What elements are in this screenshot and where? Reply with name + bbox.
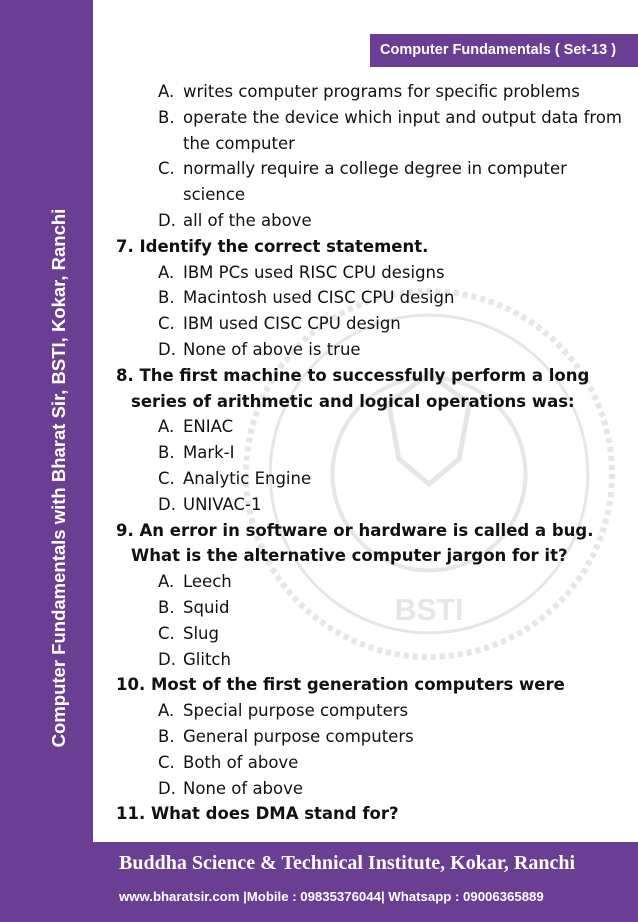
q6-option-a: A. writes computer programs for specific problems: [158, 82, 580, 101]
set-badge: Computer Fundamentals ( Set-13 ): [370, 34, 638, 67]
q7-option-a: A. IBM PCs used RISC CPU designs: [158, 262, 445, 282]
q9-option-d: D. Glitch: [158, 649, 231, 669]
q9-question: 9. An error in software or hardware is called a bug. What is the alternative computer jargon for it?: [116, 520, 594, 566]
q9-option-b: B. Squid: [158, 597, 230, 617]
q7-option-c: C. IBM used CISC CPU design: [158, 314, 401, 334]
q9-option-a: A. Leech: [158, 572, 232, 592]
q8-option-d: D. UNIVAC-1: [158, 494, 262, 514]
question-content: [116, 79, 626, 827]
q6-option-c: C. normally require a college degree in computer science: [158, 159, 567, 205]
watermark-label: BSTI: [394, 593, 464, 627]
q10-option-b: B. General purpose computers: [158, 726, 414, 746]
q7-question: 7. Identify the correct statement.: [116, 236, 429, 256]
contact-line: www.bharatsir.com |Mobile : 09835376044| Whatsapp : 09006365889: [119, 889, 544, 904]
q10-question: 10. Most of the first generation computers were: [116, 675, 565, 695]
q10-option-c: C. Both of above: [158, 752, 299, 772]
q8-option-b: B. Mark-I: [158, 443, 235, 463]
q6-option-b: B. operate the device which input and output data from the computer: [158, 107, 623, 153]
q11-question: 11. What does DMA stand for?: [116, 804, 399, 824]
institute-name: Buddha Science & Technical Institute, Kokar, Ranchi: [119, 852, 576, 874]
sidebar-band: [0, 0, 93, 922]
q9-option-c: C. Slug: [158, 623, 219, 643]
q8-option-a: A. ENIAC: [158, 417, 234, 437]
q7-option-b: B. Macintosh used CISC CPU design: [158, 288, 455, 308]
q7-option-d: D. None of above is true: [158, 339, 361, 359]
sidebar-title: Computer Fundamentals with Bharat Sir, BSTI, Kokar, Ranchi: [48, 208, 69, 748]
q8-option-c: C. Analytic Engine: [158, 468, 312, 488]
footer-band: [93, 842, 638, 922]
q10-option-a: A. Special purpose computers: [158, 701, 409, 721]
q8-question: 8. The first machine to successfully perform a long series of arithmetic and logical operations was:: [116, 365, 590, 411]
q10-option-d: D. None of above: [158, 778, 304, 798]
q6-option-d: D. all of the above: [158, 210, 312, 230]
